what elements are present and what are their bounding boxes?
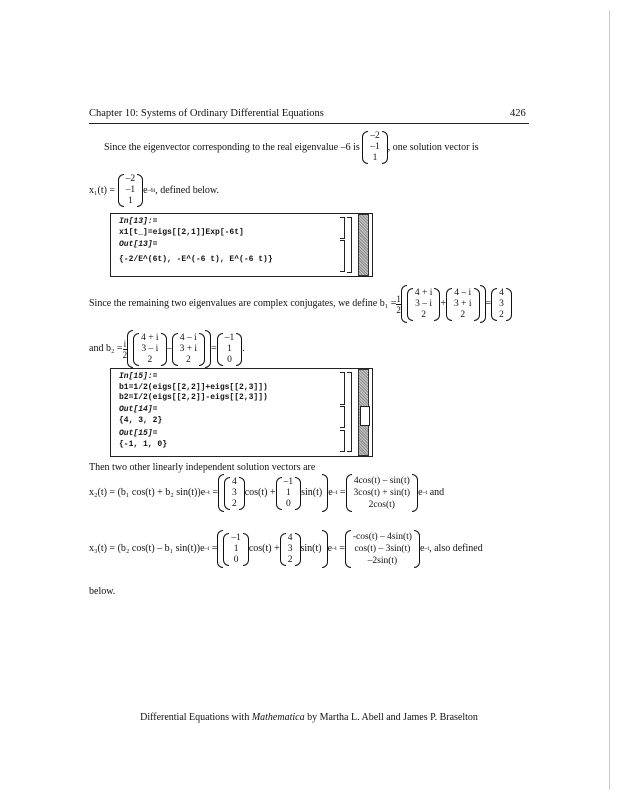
out-value-14: {4, 3, 2} <box>119 416 163 425</box>
vec-entry: 4cos(t) – sin(t) <box>353 476 410 486</box>
b2-text: and b₂ = <box>89 343 123 354</box>
vec-entry: 3 <box>499 298 504 309</box>
vec-entry: 3 – i <box>141 343 159 354</box>
cos-term: cos(t) + <box>244 487 276 498</box>
vec-entry: 3 <box>287 543 293 554</box>
plus-sign: + <box>440 298 446 309</box>
text-eigen-b: , one solution vector is <box>387 141 479 153</box>
exp-sup: –t <box>204 546 210 552</box>
chapter-title: Chapter 10: Systems of Ordinary Differential Equations <box>89 108 324 119</box>
vec-entry: 1 <box>372 153 378 163</box>
scrollbar-thumb[interactable] <box>360 406 370 426</box>
minus-sign: – <box>166 343 172 354</box>
vector-v2 <box>172 333 206 366</box>
vector-b1 <box>280 533 301 566</box>
vec-entry: 3 + i <box>179 343 198 354</box>
paragraph-then: Then two other linearly independent solution vectors are <box>89 462 316 473</box>
x3-group <box>217 530 327 568</box>
equals-sign: = <box>211 343 217 354</box>
vector-x3-result <box>345 530 420 568</box>
x2-group <box>218 474 328 512</box>
vec-entry: 3 – i <box>415 298 433 309</box>
exp-base: e <box>328 487 333 498</box>
equation-x2 <box>89 474 444 512</box>
vector-v2 <box>446 288 480 321</box>
out-value-15: {-1, 1, 0} <box>119 440 168 449</box>
notebook-cell-13[interactable] <box>110 213 373 277</box>
vec-entry: 0 <box>227 354 232 365</box>
in-label: In[13]:= <box>119 217 158 226</box>
vec-entry: 4 – i <box>179 332 197 343</box>
vec-entry: 0 <box>286 498 291 509</box>
in-code-line1[interactable]: b1=1/2(eigs[[2,2]]+eigs[[2,3]]) <box>119 383 268 392</box>
footer-pre: Differential Equations with <box>140 712 252 723</box>
vector-b2 <box>276 477 302 510</box>
vector-b2 <box>217 333 243 366</box>
vec-entry: 2 <box>460 309 466 320</box>
vec-entry: –1 <box>231 532 241 543</box>
footer-italic: Mathematica <box>251 712 305 723</box>
group-bracket[interactable] <box>347 217 352 273</box>
frac-den: 2 <box>122 349 128 360</box>
sin-term: sin(t) <box>300 543 322 554</box>
exp-base: e <box>143 184 148 196</box>
equals-sign: = <box>339 487 346 498</box>
cos-term: cos(t) + <box>248 543 280 554</box>
period: . <box>242 343 245 354</box>
vec-entry: 3cos(t) + sin(t) <box>353 488 411 498</box>
vec-entry: 4 <box>231 476 237 487</box>
out-value: {-2/E^(6t), -E^(-6 t), E^(-6 t)} <box>119 255 273 264</box>
frac-den: 2 <box>396 304 401 315</box>
vec-entry: –1 <box>370 142 380 152</box>
vector-v1 <box>407 288 441 321</box>
vec-entry: 3 + i <box>454 298 472 309</box>
in-code[interactable]: x1[t_]=eigs[[2,1]]Exp[-6t] <box>119 228 244 237</box>
vec-entry: –1 <box>224 332 235 343</box>
x1-lhs: x₁(t) = <box>89 184 116 196</box>
footer <box>0 712 618 723</box>
vec-entry: 2 <box>185 354 191 365</box>
x3-lhs: x₃(t) = (b₂ cos(t) – b₁ sin(t))e <box>89 543 205 554</box>
vec-entry: 1 <box>286 487 291 498</box>
exp-sup: –t <box>422 490 428 496</box>
cell-bracket[interactable] <box>340 372 345 405</box>
frac-num: 1 <box>396 293 401 304</box>
paragraph-eigenvector <box>104 131 479 164</box>
vec-entry: 1 <box>127 196 133 206</box>
header-rule <box>89 123 529 124</box>
vec-entry: 4 – i <box>454 287 472 298</box>
cell-bracket[interactable] <box>340 430 345 452</box>
vec-entry: –2 <box>125 174 136 184</box>
equals-sign: = <box>339 543 345 554</box>
x2-lhs: x₂(t) = (b₁ cos(t) + b₂ sin(t))e <box>89 487 206 498</box>
exp-sup: –t <box>332 546 337 552</box>
in-label: In[15]:= <box>119 372 158 381</box>
vector-x2-result <box>346 474 419 512</box>
also-defined-text: , also defined <box>429 543 483 554</box>
equals-sign: = <box>212 487 218 498</box>
b1-text: Since the remaining two eigenvalues are complex conjugates, we define b₁ = <box>89 298 397 309</box>
x1-text: , defined below. <box>155 184 219 196</box>
equation-x3 <box>89 530 483 568</box>
vec-entry: 2 <box>147 354 153 365</box>
cell-bracket[interactable] <box>340 240 345 272</box>
vec-entry: cos(t) – 3sin(t) <box>354 544 411 554</box>
notebook-cell-15[interactable] <box>110 368 373 457</box>
vec-entry: –1 <box>125 185 136 195</box>
vec-entry: 2cos(t) <box>368 500 395 510</box>
vec-entry: –2 <box>370 131 380 141</box>
vec-entry: –2sin(t) <box>367 556 398 566</box>
vec-entry: 4 <box>287 532 293 543</box>
b2-group <box>127 330 211 368</box>
b1-group <box>401 285 486 323</box>
exp-sup: –t <box>332 490 338 496</box>
vec-entry: 1 <box>233 543 239 554</box>
vec-entry: 2 <box>421 309 426 320</box>
equals-sign: = <box>211 543 218 554</box>
exp-sup: –t <box>424 546 430 552</box>
frac-num: i <box>123 338 127 349</box>
vec-entry: 2 <box>287 554 293 565</box>
right-margin-line <box>609 10 610 790</box>
vec-entry: –1 <box>283 476 294 487</box>
cell-bracket[interactable] <box>340 406 345 428</box>
vec-entry: 1 <box>227 343 232 354</box>
vec-entry: 2 <box>231 498 237 509</box>
exp-base: e <box>418 487 423 498</box>
sin-term: sin(t) <box>301 487 323 498</box>
exp-base: e <box>327 543 333 554</box>
footer-post: by Martha L. Abell and James P. Braselton <box>304 712 478 723</box>
equals-sign: = <box>485 298 492 309</box>
out-label-14: Out[14]= <box>119 405 158 414</box>
paragraph-b1 <box>89 285 512 323</box>
page-number: 426 <box>510 108 526 119</box>
vec-entry: 2 <box>499 309 504 320</box>
vector-x1 <box>118 174 144 207</box>
vec-entry: 4 <box>499 287 504 298</box>
vector-eigen <box>362 131 388 164</box>
vec-entry: 4 + i <box>141 332 159 343</box>
out-label: Out[13]= <box>119 240 158 249</box>
paragraph-below: below. <box>89 586 116 597</box>
text-eigen-a: Since the eigenvector corresponding to the real eigenvalue –6 is <box>104 141 360 153</box>
exp-sup: –6t <box>147 187 156 194</box>
cell-bracket[interactable] <box>340 217 345 239</box>
vec-entry: 0 <box>233 554 239 565</box>
exp-base: e <box>419 543 425 554</box>
vec-entry: 3 <box>231 487 237 498</box>
and-text: and <box>429 487 445 498</box>
paragraph-b2 <box>89 330 245 368</box>
vector-b2 <box>223 533 249 566</box>
in-code-line2[interactable]: b2=I/2(eigs[[2,2]]-eigs[[2,3]]) <box>119 393 268 402</box>
equation-x1 <box>89 174 219 207</box>
vector-b1 <box>491 288 512 321</box>
vector-b1 <box>224 477 245 510</box>
exp-sup: –t <box>205 490 210 496</box>
group-bracket[interactable] <box>347 372 352 452</box>
out-label-15: Out[15]= <box>119 429 158 438</box>
scrollbar[interactable] <box>358 214 369 276</box>
vector-v1 <box>133 333 167 366</box>
vec-entry: -cos(t) – 4sin(t) <box>352 532 412 542</box>
vec-entry: 4 + i <box>414 287 433 298</box>
